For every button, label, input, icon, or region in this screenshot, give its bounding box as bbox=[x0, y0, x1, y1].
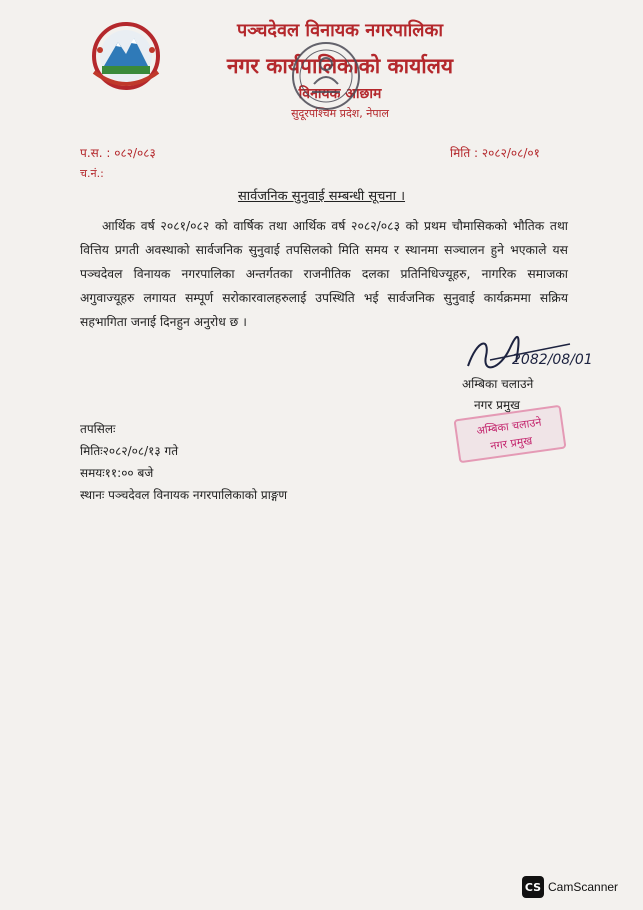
municipality-name: पञ्चदेवल विनायक नगरपालिका bbox=[236, 20, 444, 41]
camscanner-watermark bbox=[522, 876, 618, 898]
mayor-stamp bbox=[453, 405, 566, 464]
letter-date: मिति : २०८२/०८/०१ bbox=[450, 146, 540, 160]
subject-line bbox=[0, 186, 643, 204]
nepal-emblem-icon bbox=[86, 20, 166, 92]
office-name: नगर कार्यपालिकाको कार्यालय bbox=[226, 54, 454, 78]
camscanner-label: CamScanner bbox=[548, 880, 619, 894]
handwritten-signature-icon bbox=[460, 330, 593, 378]
subject-text: सार्वजनिक सुनुवाई सम्बन्धी सूचना । bbox=[237, 189, 406, 204]
signature-date: 2082/08/01 bbox=[512, 352, 593, 368]
office-address: सुदूरपश्चिम प्रदेश, नेपाल bbox=[291, 107, 389, 120]
details-heading: तपसिलः bbox=[80, 422, 116, 436]
event-details bbox=[80, 418, 287, 506]
office-seal-icon bbox=[290, 40, 362, 112]
event-date: मितिः२०८२/०८/१३ गते bbox=[80, 444, 179, 458]
camscanner-logo-icon: CS bbox=[522, 876, 544, 898]
reference-number: प.स. : ०८२/०८३ bbox=[80, 146, 156, 160]
stamp-name: अम्बिका चलाउने bbox=[475, 415, 543, 438]
department-name: विनायक आछाम bbox=[298, 86, 382, 102]
event-time: समयः११:०० बजे bbox=[80, 466, 154, 480]
signer-title: नगर प्रमुख bbox=[474, 398, 520, 412]
dispatch-number: च.नं.: bbox=[80, 167, 104, 180]
notice-body: आर्थिक वर्ष २०८१/०८२ को वार्षिक तथा आर्थिक वर्ष २०८२/०८३ को प्रथम चौमासिकको भौतिक तथा वित्तिय प्रगती अवस्थाको सार्वजनिक सुनुवाई तपसिलको मिति समय र स्थानमा सञ्चालन हुने भएकाले यस पञ्चदेवल विनायक नगरपालिका अन्तर्गतका राजनीतिक दलका प्रतिनिधिज्यूहरु, नागरिक समाजका अगुवाज्यूहरु लगायत सम्पूर्ण सरोकारवालहरुलाई उपस्थिति भई सार्वजनिक सुनुवाई कार्यक्रममा सक्रिय सहभागिता जनाई दिनहुन अनुरोध छ । bbox=[80, 219, 568, 329]
event-venue: स्थानः पञ्चदेवल विनायक नगरपालिकाको प्राङ्गण bbox=[80, 488, 288, 502]
stamp-title: नगर प्रमुख bbox=[489, 434, 534, 453]
signer-name: अम्बिका चलाउने bbox=[462, 377, 534, 391]
